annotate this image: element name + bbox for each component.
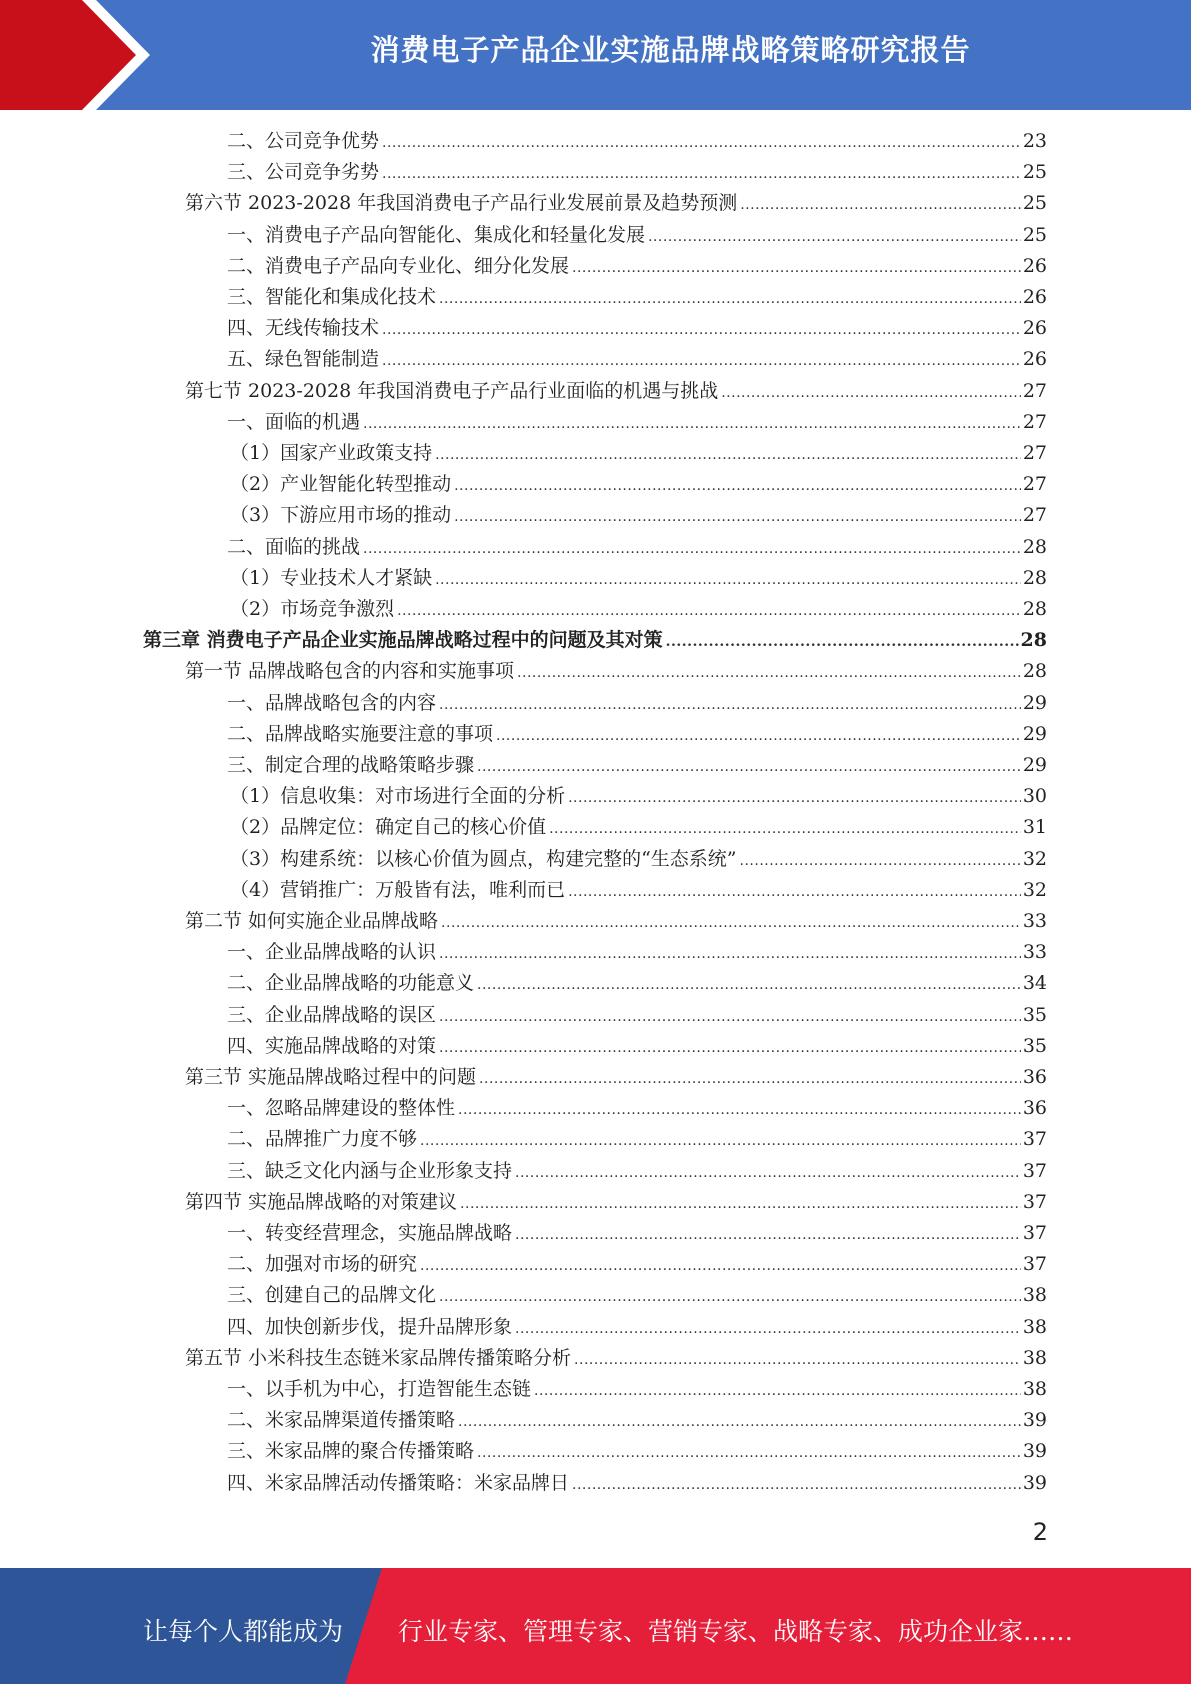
toc-entry-label: 第三章 消费电子产品企业实施品牌战略过程中的问题及其对策 — [143, 629, 663, 652]
toc-dot-leader — [439, 1002, 1021, 1033]
toc-dot-leader — [572, 253, 1021, 284]
toc-entry-label: 二、面临的挑战 — [227, 535, 361, 558]
toc-entry-label: 一、以手机为中心，打造智能生态链 — [227, 1378, 532, 1400]
toc-entry[interactable] — [185, 906, 1047, 937]
page-number: 2 — [1032, 1518, 1048, 1546]
toc-entry[interactable] — [185, 1343, 1047, 1374]
toc-dot-leader — [382, 159, 1021, 190]
toc-entry-page: 33 — [1022, 941, 1047, 964]
toc-entry-label: 四、加快创新步伐，提升品牌形象 — [227, 1315, 513, 1338]
toc-entry-label: （2）产业智能化转型推动 — [230, 473, 452, 496]
toc-entry-page: 35 — [1022, 1003, 1047, 1026]
toc-entry-page: 28 — [1022, 566, 1047, 589]
toc-entry[interactable] — [230, 469, 1047, 500]
toc-entry-label: 第一节 品牌战略包含的内容和实施事项 — [185, 660, 515, 683]
toc-entry[interactable] — [227, 750, 1047, 781]
toc-dot-leader — [439, 284, 1021, 315]
toc-entry-page: 39 — [1022, 1409, 1047, 1432]
toc-dot-leader — [496, 721, 1021, 752]
toc-entry[interactable] — [227, 313, 1047, 344]
toc-entry-label: 四、实施品牌战略的对策 — [227, 1034, 437, 1057]
toc-entry-page: 26 — [1022, 254, 1047, 277]
header-red-chevron — [0, 0, 150, 110]
toc-dot-leader — [363, 409, 1021, 440]
toc-entry-page: 26 — [1022, 317, 1047, 340]
toc-dot-leader — [441, 908, 1021, 939]
toc-entry-page: 26 — [1022, 286, 1047, 308]
toc-entry[interactable] — [227, 344, 1047, 375]
toc-entry-page: 32 — [1022, 878, 1047, 901]
toc-entry-page: 27 — [1022, 504, 1047, 527]
toc-entry-label: （3）下游应用市场的推动 — [230, 504, 452, 527]
toc-dot-leader — [458, 1095, 1021, 1126]
footer-slogan-right: 行业专家、管理专家、营销专家、战略专家、成功企业家…… — [398, 1617, 1074, 1646]
toc-entry[interactable] — [185, 656, 1047, 687]
toc-entry-page: 34 — [1022, 972, 1047, 995]
toc-entry-page: 25 — [1022, 192, 1047, 215]
toc-entry-label: 一、消费电子产品向智能化、集成化和轻量化发展 — [227, 223, 646, 246]
toc-dot-leader — [477, 1438, 1021, 1469]
toc-entry[interactable] — [227, 532, 1047, 563]
toc-entry-label: 二、消费电子产品向专业化、细分化发展 — [227, 254, 570, 277]
toc-entry-label: 二、加强对市场的研究 — [227, 1253, 418, 1276]
toc-entry-label: （1）信息收集：对市场进行全面的分析 — [230, 785, 566, 808]
toc-entry[interactable] — [227, 220, 1047, 251]
toc-dot-leader — [454, 471, 1021, 502]
toc-entry-label: 二、品牌推广力度不够 — [227, 1128, 418, 1151]
toc-entry[interactable] — [185, 1062, 1047, 1093]
toc-entry-page: 30 — [1022, 785, 1047, 808]
toc-entry-page: 37 — [1022, 1253, 1047, 1276]
toc-entry-page: 39 — [1022, 1440, 1047, 1463]
toc-entry-label: （3）构建系统：以核心价值为圆点，构建完整的“生态系统” — [230, 847, 737, 870]
toc-entry-label: 一、品牌战略包含的内容 — [227, 691, 437, 714]
toc-entry[interactable] — [227, 1000, 1047, 1031]
toc-entry-label: 第四节 实施品牌战略的对策建议 — [185, 1190, 458, 1213]
toc-entry[interactable] — [227, 1093, 1047, 1124]
toc-entry-label: 三、米家品牌的聚合传播策略 — [227, 1440, 475, 1463]
toc-entry-page: 27 — [1022, 379, 1047, 402]
toc-entry[interactable] — [227, 1312, 1047, 1343]
toc-entry-label: 二、品牌战略实施要注意的事项 — [227, 722, 494, 745]
toc-entry-page: 33 — [1022, 910, 1047, 932]
toc-entry[interactable] — [227, 1374, 1047, 1405]
toc-entry-page: 28 — [1022, 660, 1047, 683]
toc-entry-label: 二、米家品牌渠道传播策略 — [227, 1409, 456, 1432]
toc-entry-label: 一、转变经营理念，实施品牌战略 — [227, 1222, 513, 1244]
toc-entry[interactable] — [227, 937, 1047, 968]
toc-dot-leader — [572, 1470, 1021, 1501]
toc-dot-leader — [549, 814, 1021, 845]
toc-entry-label: （2）品牌定位：确定自己的核心价值 — [230, 816, 547, 839]
toc-dot-leader — [420, 1126, 1021, 1157]
toc-dot-leader — [382, 315, 1021, 346]
toc-dot-leader — [666, 627, 1019, 658]
toc-dot-leader — [439, 939, 1021, 970]
toc-dot-leader — [648, 222, 1021, 253]
toc-entry[interactable] — [227, 251, 1047, 282]
toc-dot-leader — [515, 1220, 1021, 1251]
toc-entry-page: 29 — [1022, 754, 1047, 776]
toc-entry-label: 三、创建自己的品牌文化 — [227, 1284, 437, 1307]
toc-entry-label: 三、企业品牌战略的误区 — [227, 1003, 437, 1026]
toc-entry[interactable] — [227, 1468, 1047, 1499]
toc-entry-page: 25 — [1022, 161, 1047, 184]
toc-entry-page: 36 — [1022, 1066, 1047, 1088]
toc-entry-label: 三、缺乏文化内涵与企业形象支持 — [227, 1159, 513, 1182]
toc-dot-leader — [534, 1376, 1021, 1407]
toc-entry-page: 28 — [1022, 535, 1047, 558]
toc-entry-label: 第六节 2023-2028 年我国消费电子产品行业发展前景及趋势预测 — [185, 192, 738, 215]
toc-entry[interactable] — [230, 500, 1047, 531]
toc-entry-label: 第五节 小米科技生态链米家品牌传播策略分析 — [185, 1346, 572, 1369]
toc-entry-page: 36 — [1022, 1097, 1047, 1120]
toc-entry-page: 28 — [1020, 629, 1047, 652]
toc-entry[interactable] — [227, 1405, 1047, 1436]
toc-dot-leader — [568, 783, 1021, 814]
toc-entry-page: 37 — [1022, 1190, 1047, 1213]
toc-entry-page: 38 — [1022, 1315, 1047, 1338]
toc-entry-label: 第二节 如何实施企业品牌战略 — [185, 910, 439, 932]
toc-entry-page: 27 — [1022, 442, 1047, 464]
toc-entry-label: （1）专业技术人才紧缺 — [230, 566, 433, 589]
toc-entry-label: 第七节 2023-2028 年我国消费电子产品行业面临的机遇与挑战 — [185, 379, 719, 402]
page-header — [0, 0, 1191, 110]
toc-dot-leader — [574, 1345, 1021, 1376]
toc-entry[interactable] — [185, 188, 1047, 219]
toc-dot-leader — [460, 1189, 1021, 1220]
toc-entry-label: （4）营销推广：万般皆有法，唯利而已 — [230, 878, 566, 901]
toc-entry-label: 一、面临的机遇 — [227, 410, 361, 433]
toc-entry-label: 三、公司竞争劣势 — [227, 161, 380, 184]
toc-entry-page: 38 — [1022, 1378, 1047, 1400]
toc-entry-label: （1）国家产业政策支持 — [230, 442, 433, 464]
toc-entry[interactable] — [227, 719, 1047, 750]
toc-entry[interactable] — [230, 875, 1047, 906]
toc-dot-leader — [479, 1064, 1021, 1095]
toc-entry-page: 31 — [1022, 816, 1047, 839]
toc-entry-label: 一、忽略品牌建设的整体性 — [227, 1097, 456, 1120]
toc-dot-leader — [740, 190, 1021, 221]
toc-entry[interactable] — [227, 1031, 1047, 1062]
toc-entry-label: 五、绿色智能制造 — [227, 348, 380, 371]
toc-entry-page: 26 — [1022, 348, 1047, 371]
toc-dot-leader — [439, 1282, 1021, 1313]
toc-dot-leader — [568, 877, 1021, 908]
toc-entry[interactable] — [227, 688, 1047, 719]
toc-entry-page: 37 — [1022, 1222, 1047, 1244]
toc-entry[interactable] — [230, 563, 1047, 594]
toc-entry[interactable] — [227, 1156, 1047, 1187]
toc-entry-page: 39 — [1022, 1471, 1047, 1494]
toc-entry[interactable] — [230, 812, 1047, 843]
footer-slogan-left: 让每个人都能成为 — [143, 1617, 344, 1646]
toc-dot-leader — [397, 596, 1021, 627]
toc-entry-page: 29 — [1022, 722, 1047, 745]
toc-dot-leader — [458, 1407, 1021, 1438]
toc-entry-page: 37 — [1022, 1128, 1047, 1151]
toc-entry[interactable] — [227, 1436, 1047, 1467]
toc-entry[interactable] — [227, 157, 1047, 188]
page-footer — [0, 1568, 1191, 1684]
toc-dot-leader — [420, 1251, 1021, 1282]
toc-entry[interactable] — [227, 1280, 1047, 1311]
toc-entry[interactable] — [227, 1218, 1047, 1249]
toc-dot-leader — [382, 128, 1021, 159]
toc-entry-label: 四、米家品牌活动传播策略：米家品牌日 — [227, 1471, 570, 1494]
toc-entry-page: 23 — [1022, 130, 1047, 152]
toc-entry[interactable] — [230, 844, 1047, 875]
toc-entry-page: 28 — [1022, 598, 1047, 620]
toc-entry-page: 38 — [1022, 1284, 1047, 1307]
toc-entry-page: 27 — [1022, 410, 1047, 433]
toc-entry-page: 29 — [1022, 691, 1047, 714]
toc-entry-page: 38 — [1022, 1346, 1047, 1369]
toc-entry[interactable] — [185, 1187, 1047, 1218]
toc-entry-page: 27 — [1022, 473, 1047, 496]
toc-entry-label: （2）市场竞争激烈 — [230, 598, 395, 620]
toc-entry-page: 37 — [1022, 1159, 1047, 1182]
toc-dot-leader — [363, 534, 1021, 565]
toc-entry-page: 25 — [1022, 223, 1047, 246]
toc-entry[interactable] — [230, 438, 1047, 469]
toc-entry-label: 三、制定合理的战略策略步骤 — [227, 754, 475, 776]
report-title: 消费电子产品企业实施品牌战略策略研究报告 — [370, 33, 971, 67]
toc-entry[interactable] — [230, 594, 1047, 625]
toc-entry[interactable] — [227, 1124, 1047, 1155]
toc-dot-leader — [454, 502, 1021, 533]
toc-entry[interactable] — [143, 625, 1047, 656]
toc-dot-leader — [382, 346, 1021, 377]
toc-entry[interactable] — [227, 968, 1047, 999]
toc-dot-leader — [439, 1033, 1021, 1064]
toc-entry-label: 二、企业品牌战略的功能意义 — [227, 972, 475, 995]
toc-dot-leader — [435, 440, 1021, 471]
toc-entry[interactable] — [230, 781, 1047, 812]
toc-entry-label: 二、公司竞争优势 — [227, 130, 380, 152]
toc-dot-leader — [439, 690, 1021, 721]
toc-entry[interactable] — [227, 126, 1047, 157]
toc-entry-label: 三、智能化和集成化技术 — [227, 286, 437, 308]
toc-entry-label: 四、无线传输技术 — [227, 317, 380, 340]
toc-entry-page: 32 — [1022, 847, 1047, 870]
toc-entry[interactable] — [185, 376, 1047, 407]
toc-entry[interactable] — [227, 282, 1047, 313]
toc-dot-leader — [515, 1158, 1021, 1189]
toc-dot-leader — [517, 658, 1021, 689]
toc-dot-leader — [435, 565, 1021, 596]
toc-dot-leader — [515, 1314, 1021, 1345]
toc-dot-leader — [477, 752, 1021, 783]
toc-dot-leader — [477, 970, 1021, 1001]
toc-dot-leader — [740, 846, 1021, 877]
toc-entry[interactable] — [227, 1249, 1047, 1280]
toc-dot-leader — [721, 378, 1021, 409]
toc-entry-label: 一、企业品牌战略的认识 — [227, 941, 437, 964]
toc-entry[interactable] — [227, 407, 1047, 438]
toc-entry-label: 第三节 实施品牌战略过程中的问题 — [185, 1066, 477, 1088]
toc-entry-page: 35 — [1022, 1034, 1047, 1057]
